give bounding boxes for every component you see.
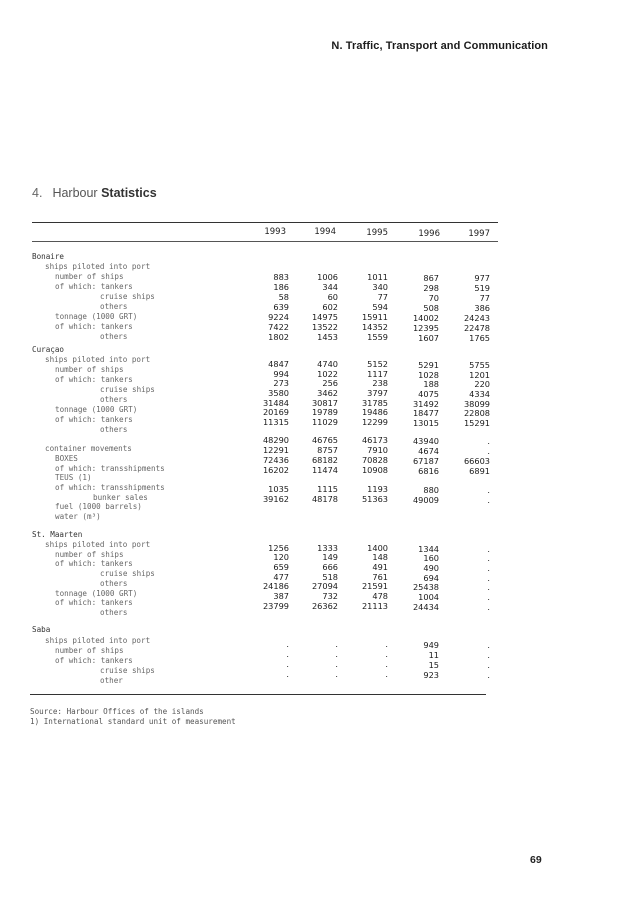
table-cell: 1400 [367, 543, 388, 553]
chapter-header: N. Traffic, Transport and Communication [331, 40, 548, 52]
row-label: of which: tankers [55, 375, 133, 384]
table-cell: 1035 [268, 484, 289, 494]
table-cell: 1193 [367, 484, 388, 494]
table-cell: . [487, 485, 490, 495]
table-cell: 22478 [463, 323, 490, 333]
table-cell: 659 [273, 562, 289, 572]
table-cell: 386 [474, 303, 490, 313]
row-label: number of ships [55, 646, 124, 655]
row-label: Saba [32, 625, 51, 634]
row-label: of which: tankers [55, 415, 133, 424]
table-cell: 238 [372, 378, 388, 388]
table-cell: 48290 [262, 435, 289, 445]
table-cell: . [487, 602, 490, 612]
row-label: BOXES [55, 454, 78, 463]
table-cell: . [335, 639, 338, 649]
table-cell: 11 [428, 650, 439, 660]
table-cell: 387 [273, 591, 289, 601]
row-label: St. Maarten [32, 530, 83, 539]
table-cell: 1765 [469, 333, 490, 343]
table-cell: . [487, 495, 490, 505]
table-cell: 15291 [463, 418, 490, 428]
row-label: container movements [45, 444, 132, 453]
row-label: cruise ships [100, 385, 155, 394]
table-cell: 25438 [412, 582, 439, 592]
table-cell: 1344 [418, 544, 439, 554]
row-label: others [100, 302, 128, 311]
table-cell: 20169 [262, 407, 289, 417]
row-label: Bonaire [32, 252, 65, 261]
table-cell: 883 [273, 272, 289, 282]
table-bottom-rule [30, 694, 486, 695]
table-cell: 7422 [268, 322, 289, 332]
table-cell: 518 [322, 572, 338, 582]
table-cell: . [487, 436, 490, 446]
table-cell: 15 [428, 660, 439, 670]
table-cell: 31484 [262, 398, 289, 408]
table-cell: 68182 [311, 455, 338, 465]
table-cell: 340 [372, 282, 388, 292]
table-cell: 39162 [262, 494, 289, 504]
row-label: number of ships [55, 550, 124, 559]
table-cell: 22808 [463, 408, 490, 418]
table-cell: 1022 [317, 369, 338, 379]
table-cell: 31492 [412, 399, 439, 409]
table-cell: . [487, 660, 490, 670]
table-cell: 220 [474, 379, 490, 389]
table-cell: 1607 [418, 333, 439, 343]
table-cell: 77 [479, 293, 490, 303]
year-header-row [0, 227, 630, 239]
row-label: ships piloted into port [45, 540, 151, 549]
row-label: tonnage (1000 GRT) [55, 589, 138, 598]
table-header-rule [32, 241, 498, 242]
table-cell: 1453 [317, 332, 338, 342]
table-cell: 5291 [418, 360, 439, 370]
table-cell: . [487, 446, 490, 456]
row-label: cruise ships [100, 666, 155, 675]
source-note: Source: Harbour Offices of the islands [30, 707, 204, 716]
table-cell: 977 [474, 273, 490, 283]
page-number: 69 [530, 854, 542, 866]
table-cell: 3580 [268, 388, 289, 398]
row-label: of which: tankers [55, 282, 133, 291]
table-cell: . [487, 640, 490, 650]
table-cell: 21113 [361, 601, 388, 611]
table-cell: 14002 [412, 313, 439, 323]
section-title-part2: Statistics [101, 186, 157, 200]
table-cell: 43940 [412, 436, 439, 446]
row-label: number of ships [55, 272, 124, 281]
table-cell: 666 [322, 562, 338, 572]
table-cell: 6816 [418, 466, 439, 476]
table-cell: 761 [372, 572, 388, 582]
row-label: of which: tankers [55, 598, 133, 607]
table-cell: 13522 [311, 322, 338, 332]
row-label: TEUS (1) [55, 473, 92, 482]
table-cell: 38099 [463, 399, 490, 409]
table-cell: 120 [273, 552, 289, 562]
row-label: number of ships [55, 365, 124, 374]
table-cell: 70 [428, 293, 439, 303]
table-cell: 3462 [317, 388, 338, 398]
table-cell: 27094 [311, 581, 338, 591]
table-cell: . [335, 649, 338, 659]
table-cell: 67187 [412, 456, 439, 466]
table-cell: 923 [423, 670, 439, 680]
table-cell: 694 [423, 573, 439, 583]
table-cell: 15911 [361, 312, 388, 322]
table-cell: 23799 [262, 601, 289, 611]
table-cell: 72436 [262, 455, 289, 465]
year-col-1995: 1995 [366, 228, 388, 238]
row-label: cruise ships [100, 292, 155, 301]
table-cell: 594 [372, 302, 388, 312]
table-cell: 31785 [361, 398, 388, 408]
table-cell: 602 [322, 302, 338, 312]
table-cell: 490 [423, 563, 439, 573]
table-cell: 4674 [418, 446, 439, 456]
table-cell: 11029 [311, 417, 338, 427]
table-cell: 298 [423, 283, 439, 293]
table-cell: 478 [372, 591, 388, 601]
table-cell: . [487, 553, 490, 563]
table-cell: 10908 [361, 465, 388, 475]
table-cell: 256 [322, 378, 338, 388]
year-col-1993: 1993 [264, 227, 286, 237]
table-cell: 12395 [412, 323, 439, 333]
table-cell: . [487, 592, 490, 602]
table-cell: . [487, 582, 490, 592]
table-cell: 14352 [361, 322, 388, 332]
table-cell: 867 [423, 273, 439, 283]
table-cell: 491 [372, 562, 388, 572]
table-cell: 4847 [268, 359, 289, 369]
table-cell: 46765 [311, 435, 338, 445]
table-cell: 60 [327, 292, 338, 302]
table-cell: . [487, 670, 490, 680]
table-cell: 949 [423, 640, 439, 650]
row-label: of which: transshipments [55, 483, 165, 492]
table-cell: . [487, 650, 490, 660]
section-title-part1: Harbour [52, 186, 98, 200]
table-top-rule [32, 222, 498, 223]
table-cell: 12299 [361, 417, 388, 427]
table-cell: 12291 [262, 445, 289, 455]
table-cell: 4075 [418, 389, 439, 399]
table-cell: . [385, 649, 388, 659]
table-cell: . [335, 669, 338, 679]
row-label: fuel (1000 barrels) [55, 502, 142, 511]
table-cell: 5755 [469, 360, 490, 370]
table-cell: 1006 [317, 272, 338, 282]
table-cell: 46173 [361, 435, 388, 445]
table-cell: 51363 [361, 494, 388, 504]
table-cell: 21591 [361, 581, 388, 591]
table-cell: 1802 [268, 332, 289, 342]
row-label: of which: tankers [55, 656, 133, 665]
table-cell: 9224 [268, 312, 289, 322]
table-cell: 5152 [367, 359, 388, 369]
table-cell: 732 [322, 591, 338, 601]
table-cell: 477 [273, 572, 289, 582]
year-col-1994: 1994 [314, 227, 336, 237]
table-cell: 70828 [361, 455, 388, 465]
row-label: other [100, 676, 123, 685]
year-col-1997: 1997 [468, 229, 490, 239]
table-cell: 1256 [268, 543, 289, 553]
row-label: tonnage (1000 GRT) [55, 312, 138, 321]
table-cell: 188 [423, 379, 439, 389]
table-cell: 1333 [317, 543, 338, 553]
row-label: others [100, 425, 128, 434]
row-label: of which: transshipments [55, 464, 165, 473]
table-cell: 30817 [311, 398, 338, 408]
table-cell: 16202 [262, 465, 289, 475]
table-cell: 3797 [367, 388, 388, 398]
table-cell: 49009 [412, 495, 439, 505]
row-label: cruise ships [100, 569, 155, 578]
table-cell: 6891 [469, 466, 490, 476]
table-cell: 1011 [367, 272, 388, 282]
table-cell: 508 [423, 303, 439, 313]
row-label: others [100, 579, 128, 588]
table-cell: 48178 [311, 494, 338, 504]
table-cell: 19789 [311, 407, 338, 417]
section-title [32, 186, 157, 200]
table-cell: . [286, 639, 289, 649]
table-cell: 994 [273, 369, 289, 379]
table-cell: 7910 [367, 445, 388, 455]
row-label: others [100, 608, 128, 617]
table-cell: 273 [273, 378, 289, 388]
table-cell: 1201 [469, 370, 490, 380]
table-cell: 13015 [412, 418, 439, 428]
table-cell: 18477 [412, 408, 439, 418]
table-cell: . [286, 669, 289, 679]
table-cell: . [385, 659, 388, 669]
table-cell: . [487, 563, 490, 573]
table-cell: . [286, 659, 289, 669]
table-cell: 4740 [317, 359, 338, 369]
table-cell: 77 [377, 292, 388, 302]
table-cell: . [487, 544, 490, 554]
row-label: of which: tankers [55, 559, 133, 568]
table-cell: 1004 [418, 592, 439, 602]
row-label: ships piloted into port [45, 262, 151, 271]
section-number: 4. [32, 186, 43, 200]
row-label: of which: tankers [55, 322, 133, 331]
table-cell: 4334 [469, 389, 490, 399]
table-cell: 19486 [361, 407, 388, 417]
table-cell: 880 [423, 485, 439, 495]
year-col-1996: 1996 [418, 229, 440, 239]
table-cell: 639 [273, 302, 289, 312]
row-label: ships piloted into port [45, 355, 151, 364]
row-label: ships piloted into port [45, 636, 151, 645]
row-label: Curaçao [32, 345, 65, 354]
table-cell: . [385, 639, 388, 649]
table-cell: 1117 [367, 369, 388, 379]
table-cell: 58 [278, 292, 289, 302]
table-cell: 24243 [463, 313, 490, 323]
table-cell: 8757 [317, 445, 338, 455]
row-label: water (m³) [55, 512, 101, 521]
table-cell: 24434 [412, 602, 439, 612]
table-cell: 1559 [367, 332, 388, 342]
table-cell: 148 [372, 552, 388, 562]
table-cell: 11474 [311, 465, 338, 475]
table-cell: 344 [322, 282, 338, 292]
row-label: others [100, 395, 128, 404]
footnote-1: 1) International standard unit of measurement [30, 717, 236, 726]
row-label: bunker sales [93, 493, 148, 502]
table-cell: 14975 [311, 312, 338, 322]
table-cell: 66603 [463, 456, 490, 466]
table-cell: 24186 [262, 581, 289, 591]
table-cell: 1028 [418, 370, 439, 380]
table-cell: 519 [474, 283, 490, 293]
table-cell: . [335, 659, 338, 669]
table-cell: 1115 [317, 484, 338, 494]
table-cell: . [286, 649, 289, 659]
row-label: others [100, 332, 128, 341]
table-cell: 26362 [311, 601, 338, 611]
row-label: tonnage (1000 GRT) [55, 405, 138, 414]
table-cell: 149 [322, 552, 338, 562]
table-cell: . [385, 669, 388, 679]
table-cell: . [487, 573, 490, 583]
table-cell: 11315 [262, 417, 289, 427]
table-cell: 186 [273, 282, 289, 292]
table-cell: 160 [423, 553, 439, 563]
